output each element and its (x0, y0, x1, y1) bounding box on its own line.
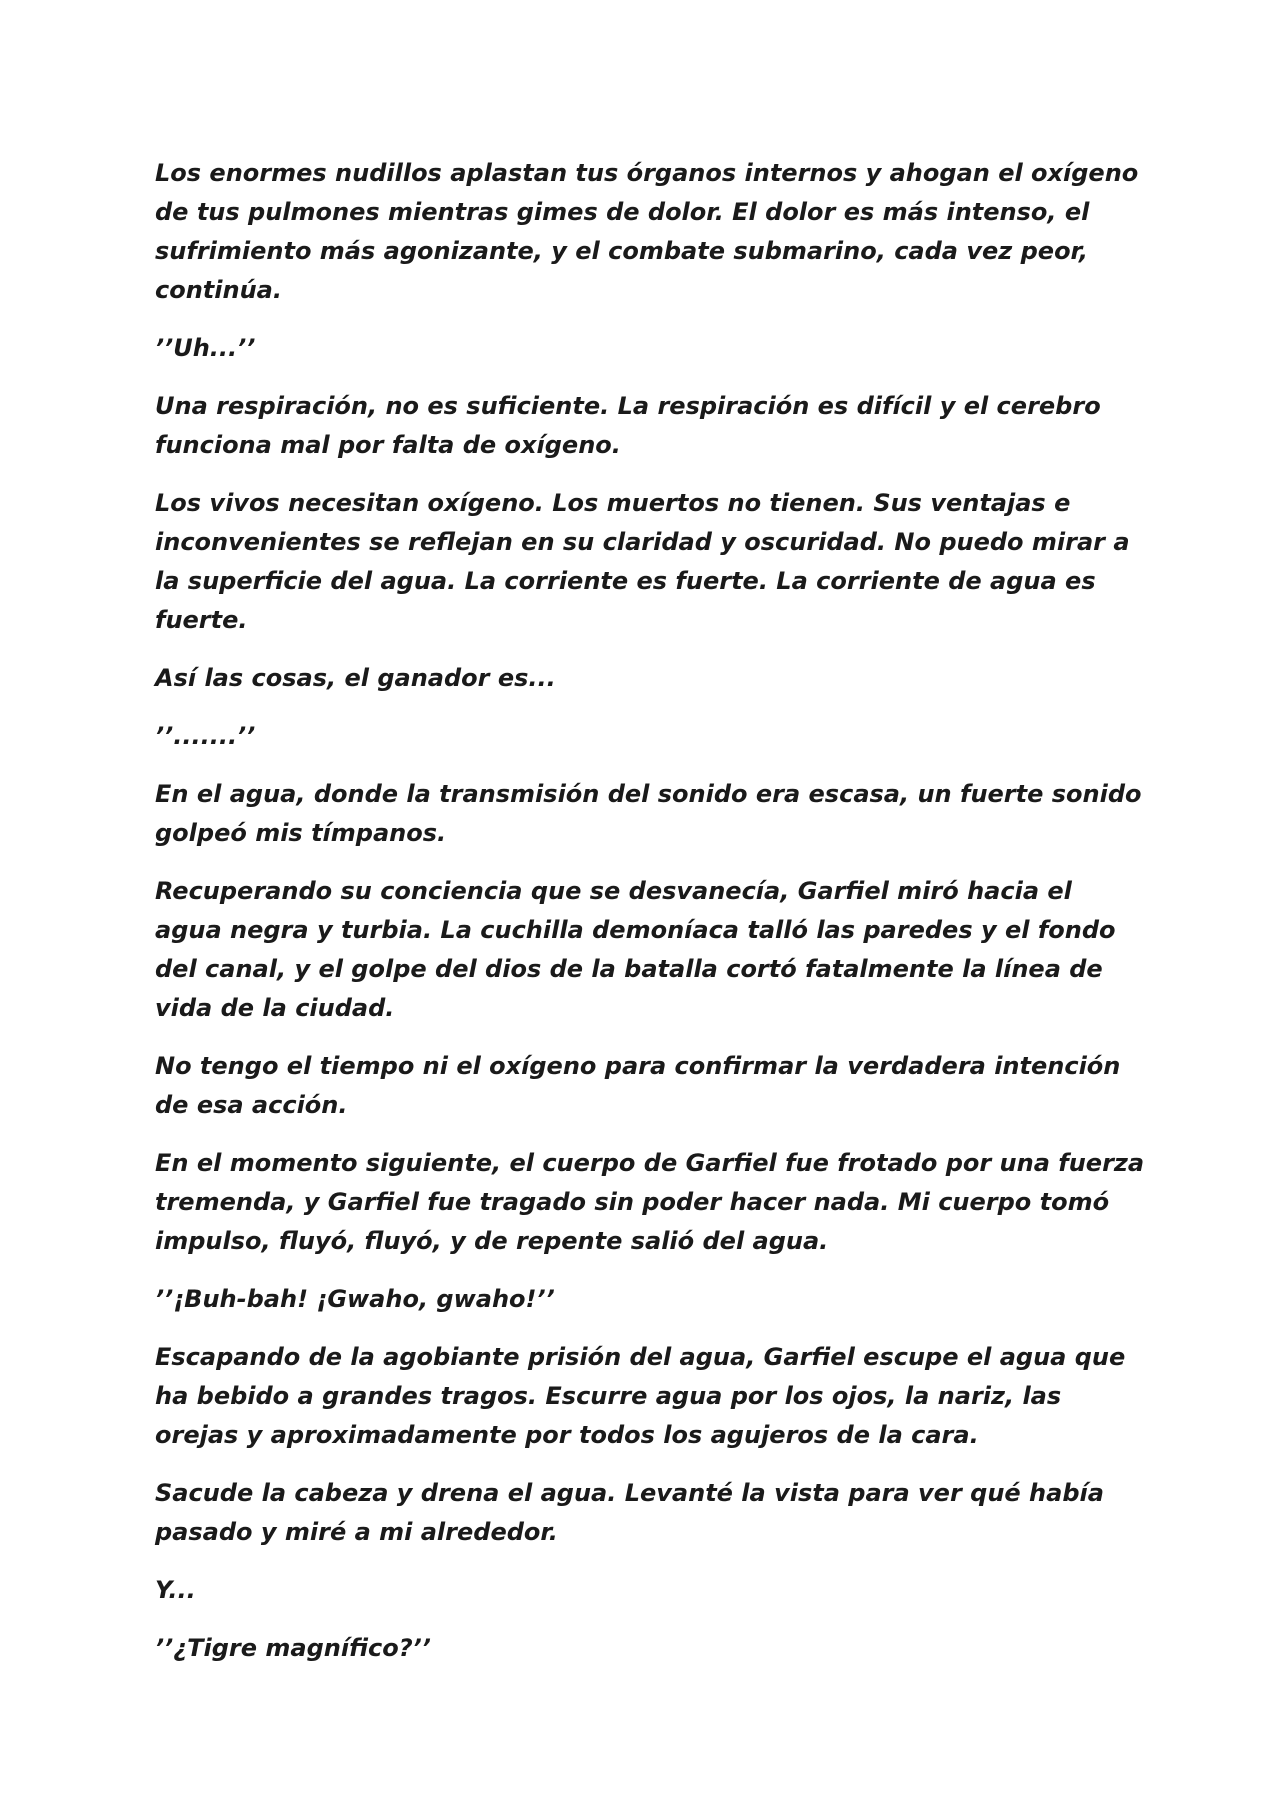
paragraph-11: ’’¡Buh-bah! ¡Gwaho, gwaho!’’ (155, 1285, 555, 1313)
paragraph-13: Sacude la cabeza y drena el agua. Levanté la vista para ver qué había pasado y miré a mi alrededor. (155, 1479, 1104, 1546)
paragraph-12: Escapando de la agobiante prisión del agua, Garfiel escupe el agua que ha bebido a grandes tragos. Escurre agua por los ojos, la nariz, las orejas y aproximadamente por todos los agujeros de la cara. (155, 1343, 1126, 1449)
paragraph-6: ’’.......’’ (155, 722, 256, 750)
paragraph-14: Y... (155, 1576, 196, 1604)
paragraph-1: Los enormes nudillos aplastan tus órganos internos y ahogan el oxígeno de tus pulmones mientras gimes de dolor. El dolor es más intenso, el sufrimiento más agonizante, y el combate submarino, cada vez peor, continúa. (155, 159, 1139, 304)
paragraph-10: En el momento siguiente, el cuerpo de Garfiel fue frotado por una fuerza tremenda, y Garfiel fue tragado sin poder hacer nada. Mi cuerpo tomó impulso, fluyó, fluyó, y de repente salió del agua. (155, 1149, 1145, 1255)
paragraph-7: En el agua, donde la transmisión del sonido era escasa, un fuerte sonido golpeó mis tímpanos. (155, 780, 1142, 847)
paragraph-5: Así las cosas, el ganador es... (155, 664, 556, 692)
paragraph-9: No tengo el tiempo ni el oxígeno para confirmar la verdadera intención de esa acción. (155, 1052, 1121, 1119)
document-text (155, 154, 1145, 1687)
paragraph-2: ’’Uh...’’ (155, 334, 256, 362)
paragraph-3: Una respiración, no es suficiente. La respiración es difícil y el cerebro funciona mal por falta de oxígeno. (155, 392, 1101, 459)
paragraph-8: Recuperando su conciencia que se desvanecía, Garfiel miró hacia el agua negra y turbia. La cuchilla demoníaca talló las paredes y el fondo del canal, y el golpe del dios de la batalla cortó fatalmente la línea de vida de la ciudad. (155, 877, 1116, 1022)
paragraph-4: Los vivos necesitan oxígeno. Los muertos no tienen. Sus ventajas e inconvenientes se reflejan en su claridad y oscuridad. No puedo mirar a la superficie del agua. La corriente es fuerte. La corriente de agua es fuerte. (155, 489, 1130, 634)
paragraph-15: ’’¿Tigre magnífico?’’ (155, 1634, 431, 1662)
